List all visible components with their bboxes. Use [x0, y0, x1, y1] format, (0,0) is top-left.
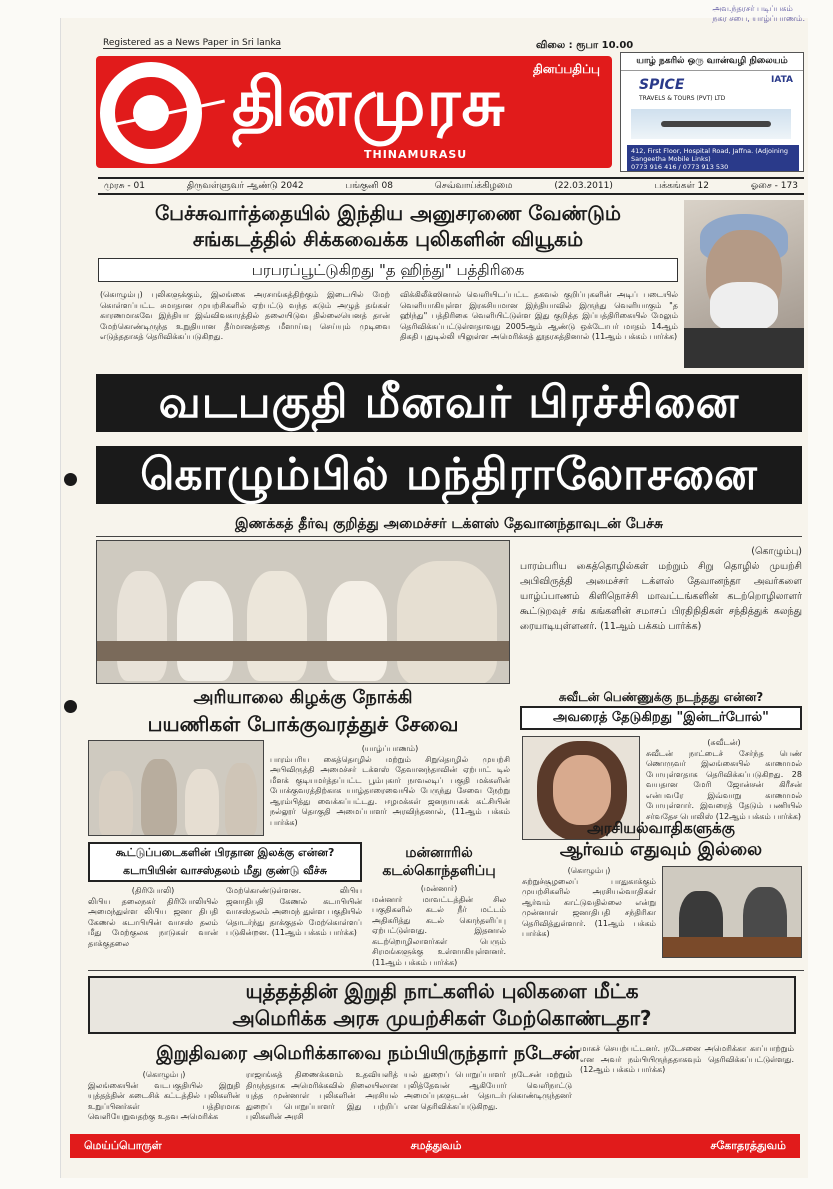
lead-col1: (கொழும்பு) புலிகளுக்கும், இலங்கை அரசாங்கத்திற்கும் இடையில் மேற் கொள்ளப்பட்ட சமாதான முயற்சிகளில் ஏற்பட்டு வந்த கடும் அழுத் தங்கள் காரணமாகவே இந்தியா இவ்விவகாரத்தில் தலையிடுவ தில்லையெனத் தான் மேற்கொண்டிருந்த உறுதியான தீர்மானத்தை மீளாய்வு செய்யும் முடிவை எடுத்ததாகத் தெரிவிக்கப்படுகிறது. [100, 290, 390, 341]
dateline-pages: பக்கங்கள் 12 [654, 180, 709, 191]
footer-right: சகோதரத்துவம் [710, 1138, 786, 1152]
stamp-line: அவ.ந்தரசர் படிப்பகம் [712, 4, 793, 13]
lead-line1: பேச்சுவார்த்தையில் இந்திய அனுசரணை வேண்டும் [154, 201, 621, 225]
ad-brand-sub: TRAVELS & TOURS (PVT) LTD [639, 95, 726, 102]
dateline-month: பங்குனி 08 [345, 180, 393, 191]
mannar-text: மன்னார் மாவட்டத்தின் சில பகுதிகளில் கடல் நீர் மட்டம் அதிகரித்து கடல் கொந்தளிப்பு ஏற்பட்டுள்ளது. இதனால் கடற்றொழிலாளர்கள் பெரும் சிரமங்களுக்கு உள்ளாகியுள்ளனர். (11ஆம் பக்கம் பார்க்க) [372, 894, 506, 967]
meeting-strip: இணக்கத் தீர்வு குறித்து அமைச்சர் டக்ளஸ் தேவானந்தாவுடன் பேச்சு [96, 512, 802, 537]
mannar-body [372, 884, 506, 968]
fishermen-text: பாரம்பரிய கைத்தொழில்கள் மற்றும் சிறு தொழில் முயற்சி அபிவிருத்தி அமைச்சர் டக்ளஸ் தேவானந்தா அவர்களை யாழ்ப்பாணம் கிளிநொச்சி மாவட்டங்களின் கடற்றொழிலாளர் கூட்டுறவுச் சங் கங்களின் சமாசப் பிரதிநிதிகள் சந்தித்துக் கலந்து ரையாடியுள்ளனர். (11ஆம் பக்கம் பார்க்க) [520, 561, 802, 632]
war-col4: மாகச் செயற்பட்டனர். நடேசனை அமெரிக்கா காப்பாற்றும் என அவர் நம்பியிருந்ததாகவும் தெரிவிக்கப்பட்டுள்ளது. (12ஆம் பக்கம் பார்க்க) [580, 1044, 794, 1074]
gaddafi-place: (திரிபோலி) [131, 886, 175, 895]
lead-col2: விக்கிலீக்ஸினால் வெளியிடப்பட்ட தகவல் குறிப்புகளின் அடிப் படையில் வெளியாகியுள்ள இரகசியமான இந்தியாவில் இருந்து வெளியாகும் "த ஹிந்து" பத்திரிகை வெளியிட்டுள்ள இது குறித்த இப்பத்திரிகையில் மேலும் தெரிவிக்கப்பட்டுள்ளதாவது 2005ஆம் ஆண்டு ஒக்டோபர் மாதம் 14ஆம் திகதி புதுடில்லி யிலுள்ள அமெரிக்கத் தூதரகத்தினால் (11ஆம் பக்கம் பார்க்க) [400, 290, 678, 341]
target-logo-icon [100, 62, 202, 164]
bus-photo [88, 740, 264, 836]
airplane-icon [631, 109, 791, 139]
politics-text: சுற்றுச்சூழலைப் பாதுகாக்கும் முயற்சிகளில் அரசியல்வாதிகள் ஆர்வம் காட்டுவதில்லை என்று முன்னாள் ஜனாதிபதி சந்திரிகா தெரிவித்துள்ளார். (11ஆம் பக்கம் பார்க்க) [522, 876, 656, 938]
dateline-murasu: முரசு - 01 [104, 180, 145, 191]
price: விலை : ரூபா 10.00 [536, 40, 634, 51]
war-line2: அமெரிக்க அரசு முயற்சிகள் மேற்கொண்டதா? [232, 1006, 652, 1030]
politics-headline-1: அரசியல்வாதிகளுக்கு [587, 819, 735, 837]
politics-photo [662, 866, 802, 958]
dateline-issue: ஓசை - 173 [750, 180, 798, 191]
mannar-line2: கடல்கொந்தளிப்பு [382, 863, 496, 879]
fishermen-place: (கொழும்பு) [751, 546, 802, 557]
sweden-question: சுவீடன் பெண்ணுக்கு நடந்தது என்ன? [558, 690, 764, 704]
lead-headline [98, 200, 678, 252]
sweden-headline: அவரைத் தேடுகிறது "இன்டர்போல்" [520, 706, 802, 730]
punch-hole [64, 700, 77, 713]
fishermen-body [520, 544, 802, 634]
gaddafi-headline [88, 842, 362, 882]
ad-phone: 0773 916 416 / 0773 913 530 [631, 163, 729, 171]
punch-hole [64, 473, 77, 486]
war-subhead: இறுதிவரை அமெரிக்காவை நம்பியிருந்தார் நடேசன் [156, 1043, 580, 1064]
ad-iata: IATA [770, 75, 793, 85]
ariyalai-headline-2: பயணிகள் போக்குவரத்துச் சேவை [147, 712, 459, 736]
war-col1 [88, 1070, 240, 1130]
footer-center: சமத்துவம் [410, 1138, 462, 1152]
politics-headline-2: ஆர்வம் எதுவும் இல்லை [559, 839, 763, 860]
advertisement [620, 52, 804, 172]
mannar-headline [372, 844, 506, 880]
stamp-line: நகர சபை, யாழ்ப்பாணம். [712, 14, 805, 23]
ariyalai-place: (யாழ்ப்பாணம்) [361, 744, 419, 753]
gaddafi-col2: மேற்கொண்டுள்ளன. லிபிய ஜனாதிபதி கேணல் கடாபியின் வாசஸ்தலம் அமைந் துள்ள பகுதியில் தொடர்ந்து தாக்குதல் மேற்கொள்ளப் படுகின்றன. (11ஆம் பக்கம் பார்க்க) [226, 886, 362, 937]
ad-brand: SPICE [639, 77, 685, 93]
meeting-photo [96, 540, 510, 684]
ad-address-text: 412, First Floor, Hospital Road, Jaffna. (Adjoining Sangeetha Mobile Links) [631, 147, 788, 163]
ariyalai-headline-1: அரியாலை கிழக்கு நோக்கி [193, 687, 413, 708]
gaddafi-body1: லிபிய தலைநகர் திரிபோலியில் அமைந்துள்ள லிபிய ஜனா திபதி கேணல் கடாபியின் வாசஸ் தலம் மீது மேற்குலக நாடுகள் வான் தாக்குதலை [88, 896, 218, 948]
masthead [96, 56, 612, 168]
war-col1-text: இலங்கையின் வடபகுதியில் இறுதி யுத்தத்தின் கடைசிக் கட்டத்தில் புலிகளின் உறுப்பினர்கள் பத்திரமாக வெளியேறுவதற்கு உதவ அமெரிக்க [88, 1080, 240, 1121]
ariyalai-body [270, 744, 510, 834]
war-line1: யுத்தத்தின் இறுதி நாட்களில் புலிகளை மீட்க [245, 979, 639, 1003]
mannar-line1: மன்னாரில் [405, 845, 473, 861]
masthead-sub: THINAMURASU [364, 148, 468, 161]
library-stamp [712, 4, 805, 24]
footer-bar [70, 1134, 800, 1158]
ad-heading: யாழ் நகரில் ஒரு வான்வழி நிலையம் [621, 53, 803, 71]
gaddafi-col1 [88, 886, 218, 968]
portrait-photo [684, 200, 804, 368]
war-col3: யல் துறைப் பொறுப்பாளர் நடேசன் மற்றும் புலித்தேவன் ஆகியோர் வெளிநாட்டு அமைப்புகளுடன் தொடர்புகொண்டிருந்தனர் என தெரிவிக்கப்படுகிறது. [404, 1070, 572, 1111]
mannar-place: (மன்னார்) [420, 884, 458, 893]
ariyalai-text: பாரம்பரிய கைத்தொழில் மற்றும் சிறுதொழில் முயற்சி அபிவிருத்தி அமைச்சர் டக்ளஸ் தேவானந்தாவின் ஏற்பாட் டில் மீளக் குடியமர்த்தப்பட்ட பூம்புகார் நாவலடிப் பகுதி மக்களின் போக்குவரத்திற்காக யாழ்தாரைவையில் பேருந்து சேவை நேற்று ஆரம்பித்து வைக்கப்பட்டது. ஈழமக்கள் ஜனநாயகக் கட்சியின் நல்லூர் தொகுதி அமைப்பாளர் அரவிந்தனால், (11ஆம் பக்கம் பார்க்க) [270, 754, 510, 827]
dateline-date: (22.03.2011) [554, 181, 613, 191]
banner-headline-2: கொழும்பில் மந்திராலோசனை [96, 446, 802, 504]
sweden-place: (சுவீடன்) [707, 738, 741, 747]
sweden-text: சுவீடன் நாட்டைச் சேர்ந்த பெண் ணொருவர் இலங்கையில் காணாமல் போயுள்ளதாக தெரிவிக்கப்படுகிறது. 28 வயதான மேரி ஜோன்சன் கிரீசன் என்பவரே இவ்வாறு காணாமல் போயுள்ளார். இவரைத் தேடும் பணியில் சர்வதேச பொலிஸ் (12ஆம் பக்கம் பார்க்க) [646, 748, 802, 821]
dateline [98, 177, 804, 195]
war-place: (கொழும்பு) [142, 1070, 186, 1079]
dateline-day: செவ்வாய்க்கிழமை [434, 180, 513, 191]
gaddafi-line1: கூட்டுப்படைகளின் பிரதான இலக்கு என்ன? [115, 846, 335, 859]
masthead-title: தினமுரசு [232, 64, 506, 141]
footer-left: மெய்ப்பொருள் [84, 1138, 162, 1152]
dateline-year: திருவள்ளுவர் ஆண்டு 2042 [186, 180, 304, 191]
registration-note: Registered as a News Paper in Sri lanka [103, 38, 282, 48]
lead-line2: சங்கடத்தில் சிக்கவைக்க புலிகளின் வியூகம் [192, 227, 584, 251]
war-col2: ராஜாங்கத் திணைக்களம் உதவியளித் திருந்ததாக அமெரிக்கவில் நிலையிலான யுத்த முன்னாள் புலிகளின் அரசியல் துறைப் பொறுப்பாளர் இது பற்றிப் புலிகளின் அரசி [246, 1070, 398, 1121]
lead-subhead: பரபரப்பூட்டுகிறது "த ஹிந்து" பத்திரிகை [98, 258, 678, 282]
gaddafi-line2: கடாபியின் வாசஸ்தலம் மீது குண்டு வீச்சு [123, 864, 327, 877]
politics-body [522, 866, 656, 966]
banner-headline-1: வடபகுதி மீனவர் பிரச்சினை [96, 374, 802, 432]
politics-place: (கொழும்பு) [567, 866, 611, 875]
ad-address [627, 145, 799, 171]
war-headline [88, 976, 796, 1034]
masthead-tag: தினப்பதிப்பு [532, 62, 600, 76]
